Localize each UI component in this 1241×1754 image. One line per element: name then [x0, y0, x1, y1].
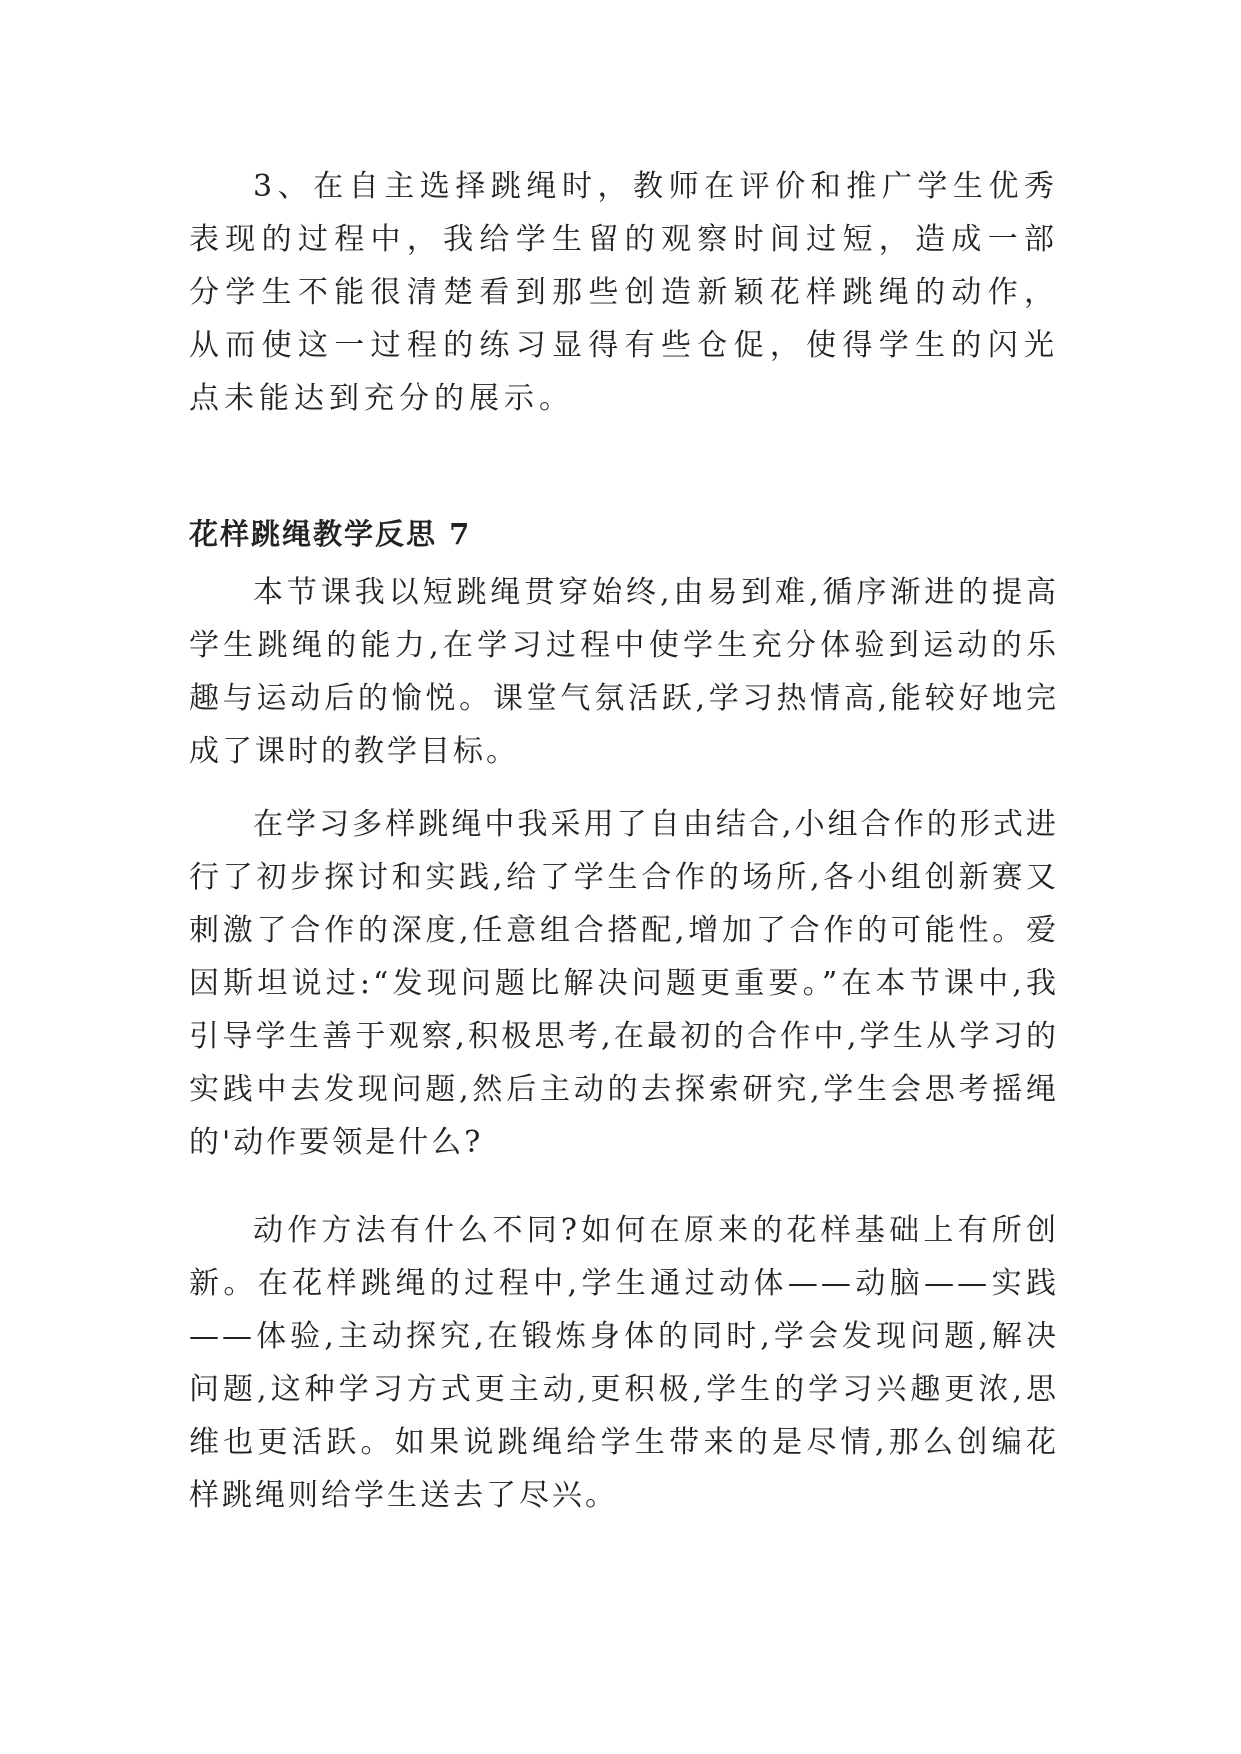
section-title: 花样跳绳教学反思 7 — [189, 517, 472, 551]
paragraph-innovation: 动作方法有什么不同?如何在原来的花样基础上有所创新。在花样跳绳的过程中,学生通过动体——动脑——实践——体验,主动探究,在锻炼身体的同时,学会发现问题,解决问题,这种学习方式更主动,更积极,学生的学习兴趣更浓,思维也更活跃。如果说跳绳给学生带来的是尽情,那么创编花样跳绳则给学生送去了尽兴。 — [189, 1213, 1059, 1513]
paragraph-reflection-point-3: 3、在自主选择跳绳时，教师在评价和推广学生优秀表现的过程中，我给学生留的观察时间过短，造成一部分学生不能很清楚看到那些创造新颖花样跳绳的动作，从而使这一过程的练习显得有些仓促，使得学生的闪光点未能达到充分的展示。 — [189, 169, 1059, 416]
paragraph-lesson-summary: 本节课我以短跳绳贯穿始终,由易到难,循序渐进的提高学生跳绳的能力,在学习过程中使学生充分体验到运动的乐趣与运动后的愉悦。课堂气氛活跃,学习热情高,能较好地完成了课时的教学目标。 — [189, 575, 1059, 769]
paragraph-cooperative-learning: 在学习多样跳绳中我采用了自由结合,小组合作的形式进行了初步探讨和实践,给了学生合作的场所,各小组创新赛又刺激了合作的深度,任意组合搭配,增加了合作的可能性。爱因斯坦说过:“发现问题比解决问题更重要。”在本节课中,我引导学生善于观察,积极思考,在最初的合作中,学生从学习的实践中去发现问题,然后主动的去探索研究,学生会思考摇绳的'动作要领是什么? — [189, 807, 1059, 1160]
